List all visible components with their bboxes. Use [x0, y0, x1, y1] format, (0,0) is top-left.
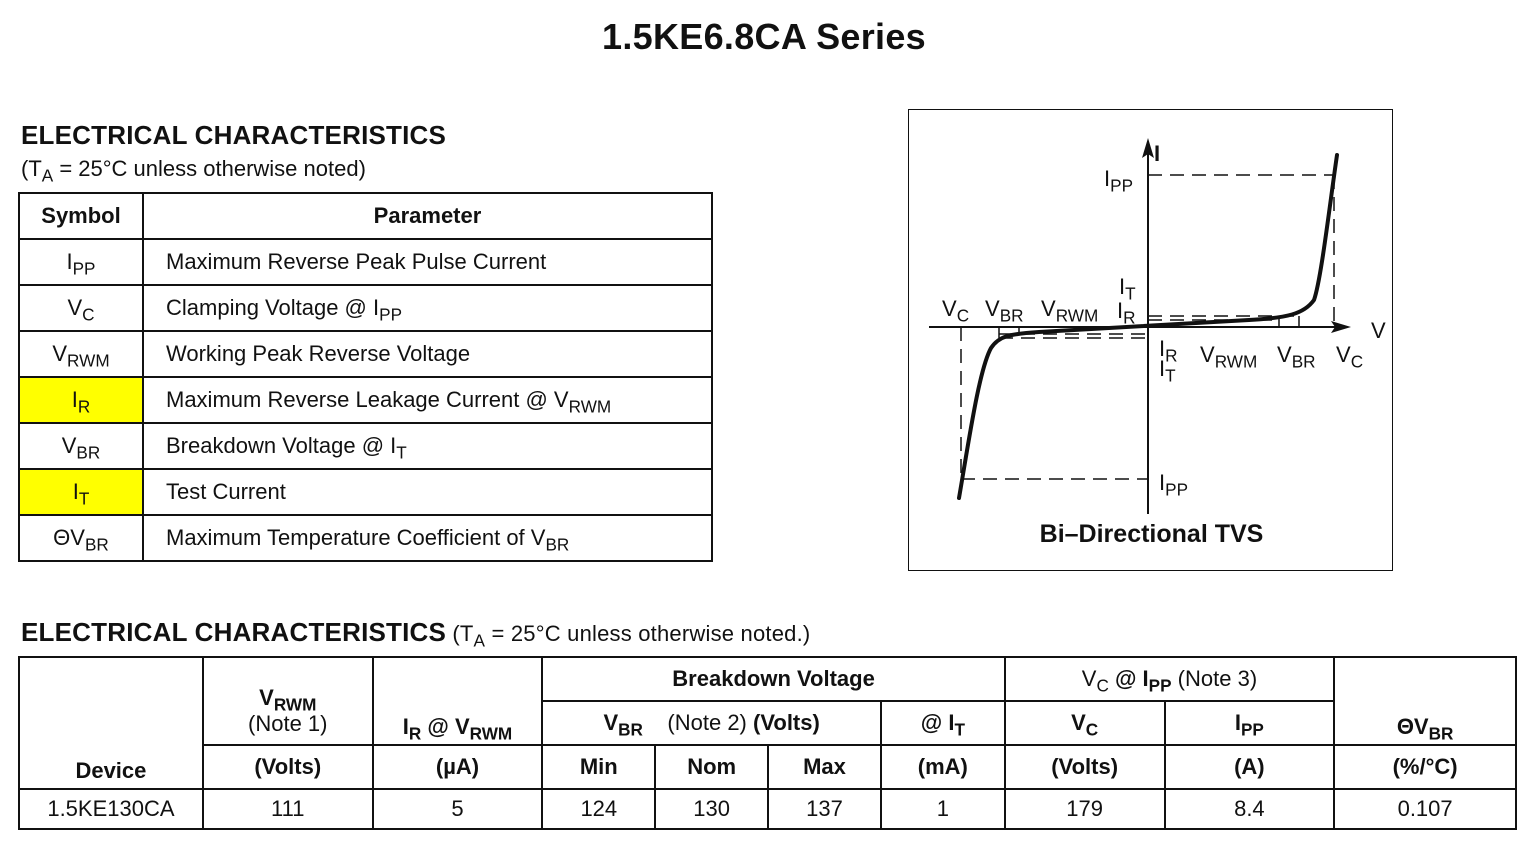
it-cell: 1	[881, 789, 1005, 829]
ipp-header: $I_{PP}$	[1165, 701, 1335, 745]
device-header: Device	[19, 657, 203, 789]
vrwm-cell: 111	[203, 789, 373, 829]
parameter-cell: Maximum Reverse Leakage Current @ $V_{RWM}$	[143, 377, 712, 423]
ir-top-label: $I_R$	[1117, 298, 1136, 328]
symbol-cell: $I_{PP}$	[19, 239, 143, 285]
ir-header: $I_R$ @ $V_{RWM}$	[373, 657, 543, 745]
parameter-cell: Clamping Voltage @ $I_{PP}$	[143, 285, 712, 331]
vbr-min-cell: 124	[542, 789, 655, 829]
theta-vbr-header: $\Theta V_{BR}$	[1334, 657, 1516, 745]
parameter-cell: Breakdown Voltage @ $I_T$	[143, 423, 712, 469]
device-cell: 1.5KE130CA	[19, 789, 203, 829]
vbr-header: $V_{BR}$ (Note 2) (Volts)	[542, 701, 881, 745]
at-it-header: @ $I_T$	[881, 701, 1005, 745]
bidirectional-tvs-diagram	[908, 109, 1393, 571]
vbr-right-label: $V_{BR}$	[1277, 342, 1316, 372]
vbr-max-header: Max	[768, 745, 881, 789]
vrwm-left-label: $V_{RWM}$	[1041, 296, 1099, 326]
characteristics-table	[18, 656, 1517, 830]
axis-i-label: I	[1154, 141, 1161, 166]
axis-v-label: V	[1371, 318, 1386, 343]
symbol-header: Symbol	[19, 193, 143, 239]
symbol-row	[19, 377, 712, 423]
ipp-bot-label: $I_{PP}$	[1159, 470, 1189, 500]
symbol-cell: $V_{BR}$	[19, 423, 143, 469]
vrwm-unit: (Volts)	[203, 745, 373, 789]
parameter-cell: Maximum Reverse Peak Pulse Current	[143, 239, 712, 285]
it-bot-label: $I_T$	[1159, 356, 1176, 386]
symbol-cell: $I_R$	[19, 377, 143, 423]
section1-note: ($T_A = 25^\circ C$ unless otherwise noted)	[21, 156, 366, 186]
diagram-caption: Bi–Directional TVS	[1039, 520, 1264, 548]
vrwm-right-label: $V_{RWM}$	[1200, 342, 1258, 372]
section2-heading: ELECTRICAL CHARACTERISTICS ($T_A = 25^\circ C$ unless otherwise noted.)	[21, 617, 811, 651]
symbol-row	[19, 469, 712, 515]
vbr-max-cell: 137	[768, 789, 881, 829]
it-unit: (mA)	[881, 745, 1005, 789]
table-row	[19, 789, 1516, 829]
symbol-cell: $V_C$	[19, 285, 143, 331]
parameter-cell: Maximum Temperature Coefficient of $V_{BR}$	[143, 515, 712, 561]
symbol-cell: $\Theta V_{BR}$	[19, 515, 143, 561]
vbr-min-header: Min	[542, 745, 655, 789]
ipp-top-label: $I_{PP}$	[1104, 166, 1134, 196]
ir-bot-label: $I_R$	[1159, 336, 1178, 366]
vc-right-label: $V_C$	[1336, 342, 1364, 372]
symbol-table	[18, 192, 713, 562]
theta-unit: (%/°C)	[1334, 745, 1516, 789]
parameter-cell: Working Peak Reverse Voltage	[143, 331, 712, 377]
theta-cell: 0.107	[1334, 789, 1516, 829]
breakdown-voltage-header: Breakdown Voltage	[542, 657, 1004, 701]
symbol-table-header	[19, 193, 712, 239]
section2-note: ($T_A = 25^\circ C$ unless otherwise noted.)	[446, 621, 811, 651]
symbol-row	[19, 515, 712, 561]
symbol-row	[19, 331, 712, 377]
iv-curve-svg	[909, 110, 1394, 572]
vbr-left-label: $V_{BR}$	[985, 296, 1024, 326]
symbol-row	[19, 423, 712, 469]
ipp-unit: (A)	[1165, 745, 1335, 789]
vrwm-header: $V_{RWM}$ (Note 1)	[203, 657, 373, 745]
ipp-cell: 8.4	[1165, 789, 1335, 829]
vc-unit: (Volts)	[1005, 745, 1165, 789]
parameter-cell: Test Current	[143, 469, 712, 515]
symbol-row	[19, 285, 712, 331]
vbr-nom-header: Nom	[655, 745, 768, 789]
vc-left-label: $V_C$	[942, 296, 970, 326]
symbol-row	[19, 239, 712, 285]
symbol-cell: $V_{RWM}$	[19, 331, 143, 377]
vc-cell: 179	[1005, 789, 1165, 829]
it-top-label: $I_T$	[1119, 274, 1136, 304]
vbr-nom-cell: 130	[655, 789, 768, 829]
parameter-header: Parameter	[143, 193, 712, 239]
vc-header: $V_C$	[1005, 701, 1165, 745]
ir-unit: (µA)	[373, 745, 543, 789]
ir-cell: 5	[373, 789, 543, 829]
vc-at-ipp-header: $V_C$ @ $I_{PP}$ (Note 3)	[1005, 657, 1334, 701]
page-title: 1.5KE6.8CA Series	[602, 16, 926, 57]
section1-heading: ELECTRICAL CHARACTERISTICS	[21, 120, 447, 150]
symbol-cell: $I_T$	[19, 469, 143, 515]
